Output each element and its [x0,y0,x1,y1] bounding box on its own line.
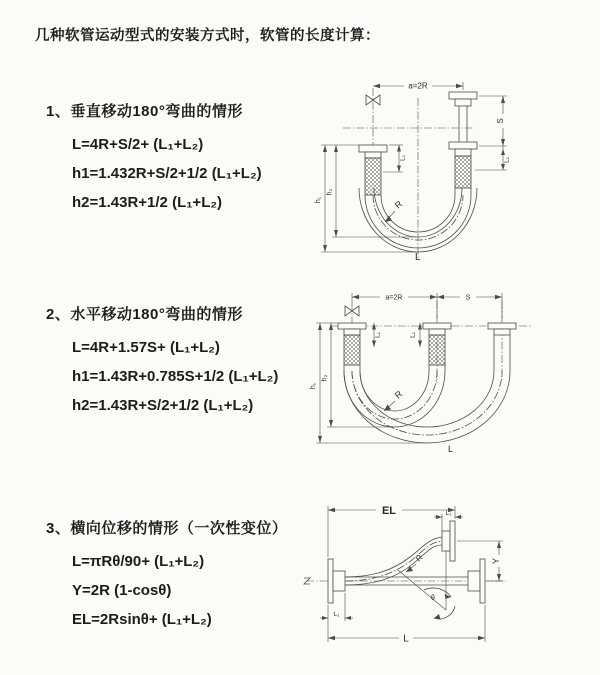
dimension-s [479,96,507,146]
formula-h2: h2=1.43R+1/2 (L₁+L₂) [72,194,223,211]
dimension-l1-top [434,510,463,531]
page-title: 几种软管运动型式的安装方式时，软管的长度计算： [35,28,380,44]
dim-s-label: S [496,118,505,124]
section-2-heading: 2、水平移动180°弯曲的情形 [46,306,243,323]
diagram-horizontal-180-bend [300,283,562,460]
radius-label: R [392,388,405,401]
dimension-l1-right [475,146,511,170]
radius-callout [384,388,405,411]
dim-h2-label: h₂ [326,188,334,196]
dimension-l1-bottom [320,593,353,621]
braided-hose-section [365,158,381,195]
dim-h1-label: h₁ [315,196,322,204]
radius-label: R [392,198,405,211]
section-vertical-movement [46,100,346,223]
radius-label: R [414,552,425,564]
formula-L: L=πRθ/90+ (L₁+L₂) [72,553,205,570]
section-1-heading: 1、垂直移动180°弯曲的情形 [46,103,243,120]
hose-drawing [344,371,510,443]
braided-hose-section [344,335,360,365]
hose-centerline [345,541,442,581]
dim-a2r-label: a=2R [385,294,403,302]
radius-callout [385,198,405,222]
dim-l-label: L [403,633,409,645]
formula-L: L=4R+1.57S+ (L₁+L₂) [72,339,220,356]
dimension-a2r [373,82,463,91]
left-flange [338,323,366,371]
curved-hose [345,537,442,585]
formula-h1: h1=1.432R+S/2+1/2 (L₁+L₂) [72,165,262,182]
formula-L: L=4R+S/2+ (L₁+L₂) [72,136,204,153]
left-flange [359,145,387,195]
dimension-l1-left [372,323,382,347]
upper-flange [442,521,455,561]
formula-EL: EL=2Rsinθ+ (L₁+L₂) [72,611,212,628]
hose-centerline-arc [352,371,502,435]
dim-l1-label: L₁ [374,332,382,338]
dim-el-label: EL [381,505,397,517]
section-3-heading: 3、横向位移的情形（一次性变位） [46,520,288,537]
dimension-l1-middle [410,323,423,347]
right-flange-positions [449,92,477,195]
dim-l1-label: L₁ [409,332,417,338]
angle-label: θ [431,595,435,602]
length-label: L [415,252,421,262]
dim-l1-label: L₁ [445,510,452,517]
diagram-lateral-displacement [300,498,512,646]
dim-l1-label: L₁ [333,611,340,618]
braided-hose-section [429,335,445,365]
dim-h1-label: h₁ [310,382,317,390]
dimension-a2r [352,295,437,302]
length-label: L [448,444,454,454]
diagram-vertical-180-bend [303,70,553,262]
formula-Y: Y=2R (1-cosθ) [72,582,172,599]
right-flange [468,559,485,603]
formula-h1: h1=1.43R+0.785S+1/2 (L₁+L₂) [72,368,279,385]
middle-flange [423,323,451,371]
dimension-l [328,605,485,645]
dim-l1-label: L₁ [399,155,407,161]
dim-s-label: S [465,294,471,302]
dimension-el [328,505,455,557]
dim-h2-label: h₂ [321,374,329,382]
formula-h2: h2=1.43R+S/2+1/2 (L₁+L₂) [72,397,254,414]
dim-a2r-label: a=2R [408,81,428,91]
braided-hose-section [455,156,471,188]
left-flange [328,559,345,603]
dim-y-label: Y [491,557,501,565]
dim-l1-label: L₁ [503,157,511,163]
